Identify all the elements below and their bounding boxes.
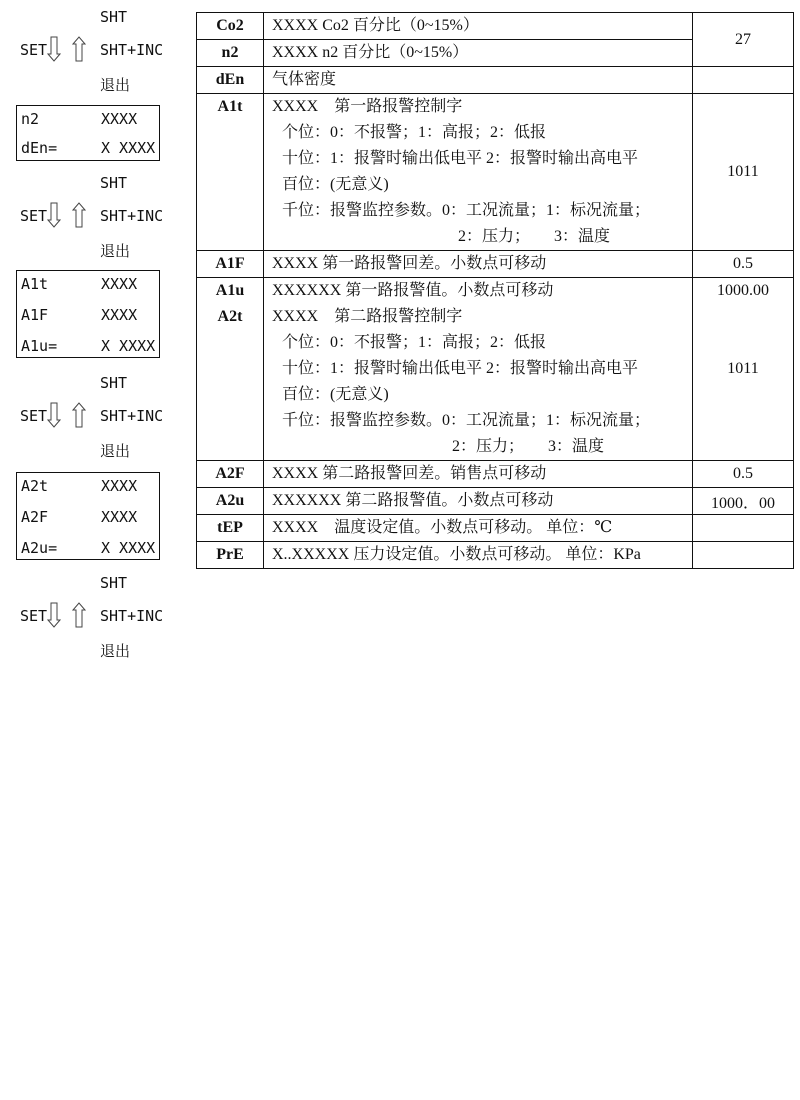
sht-inc-label: SHT+INC: [100, 207, 164, 225]
lcd-row-value: X XXXX: [101, 139, 156, 157]
sht-inc-label: SHT+INC: [100, 607, 164, 625]
param-default: [693, 542, 794, 569]
set-label: SET: [20, 407, 48, 425]
down-arrow-icon: [47, 402, 61, 428]
param-description: XXXX 温度设定值。小数点可移动。 单位：℃: [264, 515, 693, 542]
param-default: 27: [693, 13, 794, 67]
sht-inc-label: SHT+INC: [100, 41, 164, 59]
down-arrow-icon: [47, 36, 61, 62]
param-default: 1011: [693, 94, 794, 251]
param-description: XXXX 第一路报警控制字 个位：0：不报警；1：高报；2：低报 十位：1：报警时输出低电平 2：报警时输出高电平 百位：(无意义) 千位：报警监控参数。0：工况流量；1：标况流量； 2：压力； 3：温度: [264, 94, 693, 251]
param-description: X..XXXXX 压力设定值。小数点可移动。 单位：KPa: [264, 542, 693, 569]
lcd-row-value: XXXX: [101, 477, 138, 495]
lcd-row-label: A1u=: [21, 337, 58, 355]
lcd-row-label: A1F: [21, 306, 49, 324]
lcd-row-label: A2F: [21, 508, 49, 526]
param-description: XXXX 第一路报警回差。小数点可移动: [264, 251, 693, 278]
param-code: A2F: [197, 461, 264, 488]
lcd-row-value: XXXX: [101, 275, 138, 293]
param-code: dEn: [197, 67, 264, 94]
table-row-a1f: [197, 251, 794, 278]
param-default: 0.5: [693, 461, 794, 488]
parameter-table: [196, 12, 794, 569]
exit-label: 退出: [100, 242, 131, 260]
lcd-row-label: A1t: [21, 275, 49, 293]
lcd-row-label: A2u=: [21, 539, 58, 557]
exit-label: 退出: [100, 76, 131, 94]
param-code: A1F: [197, 251, 264, 278]
down-arrow-icon: [47, 202, 61, 228]
param-code: A2u: [197, 488, 264, 515]
table-row-a1u-a2t: [197, 278, 794, 461]
lcd-display-2: [16, 270, 160, 358]
lcd-row-value: XXXX: [101, 110, 138, 128]
table-row-pre: [197, 542, 794, 569]
param-default: [693, 67, 794, 94]
param-code: A1t: [197, 94, 264, 251]
sht-label: SHT: [100, 374, 128, 392]
param-default: 1000．00: [693, 488, 794, 515]
lcd-display-1: [16, 105, 160, 161]
lcd-row-value: X XXXX: [101, 337, 156, 355]
sht-label: SHT: [100, 574, 128, 592]
sht-inc-label: SHT+INC: [100, 407, 164, 425]
up-arrow-icon: [72, 402, 86, 428]
param-code: tEP: [197, 515, 264, 542]
lcd-row-label: dEn=: [21, 139, 58, 157]
lcd-display-3: [16, 472, 160, 560]
up-arrow-icon: [72, 202, 86, 228]
param-description: XXXX 第二路报警回差。销售点可移动: [264, 461, 693, 488]
sht-label: SHT: [100, 174, 128, 192]
lcd-row-value: XXXX: [101, 306, 138, 324]
lcd-row-value: XXXX: [101, 508, 138, 526]
param-default: 1000.00 1011: [693, 278, 794, 461]
table-row-a1t: [197, 94, 794, 251]
param-code: A1u A2t: [197, 278, 264, 461]
down-arrow-icon: [47, 602, 61, 628]
param-code: PrE: [197, 542, 264, 569]
param-default: 0.5: [693, 251, 794, 278]
param-code: n2: [197, 40, 264, 67]
param-description: XXXXXX 第二路报警值。小数点可移动: [264, 488, 693, 515]
param-description: XXXXXX 第一路报警值。小数点可移动 XXXX 第二路报警控制字 个位：0：不报警；1：高报；2：低报 十位：1：报警时输出低电平 2：报警时输出高电平 百位：(无意义) 千位：报警监控参数。0：工况流量；1：标况流量； 2：压力； 3：温度: [264, 278, 693, 461]
set-label: SET: [20, 41, 48, 59]
param-default: [693, 515, 794, 542]
table-row-den: [197, 67, 794, 94]
lcd-row-label: A2t: [21, 477, 49, 495]
set-label: SET: [20, 607, 48, 625]
table-row-a2u: [197, 488, 794, 515]
up-arrow-icon: [72, 602, 86, 628]
sht-label: SHT: [100, 8, 128, 26]
param-description: XXXX n2 百分比（0~15%）: [264, 40, 693, 67]
table-row-a2f: [197, 461, 794, 488]
up-arrow-icon: [72, 36, 86, 62]
set-label: SET: [20, 207, 48, 225]
exit-label: 退出: [100, 642, 131, 660]
lcd-row-label: n2: [21, 110, 40, 128]
param-description: 气体密度: [264, 67, 693, 94]
exit-label: 退出: [100, 442, 131, 460]
table-row-co2: [197, 13, 794, 40]
table-row-tep: [197, 515, 794, 542]
param-code: Co2: [197, 13, 264, 40]
lcd-row-value: X XXXX: [101, 539, 156, 557]
param-description: XXXX Co2 百分比（0~15%）: [264, 13, 693, 40]
